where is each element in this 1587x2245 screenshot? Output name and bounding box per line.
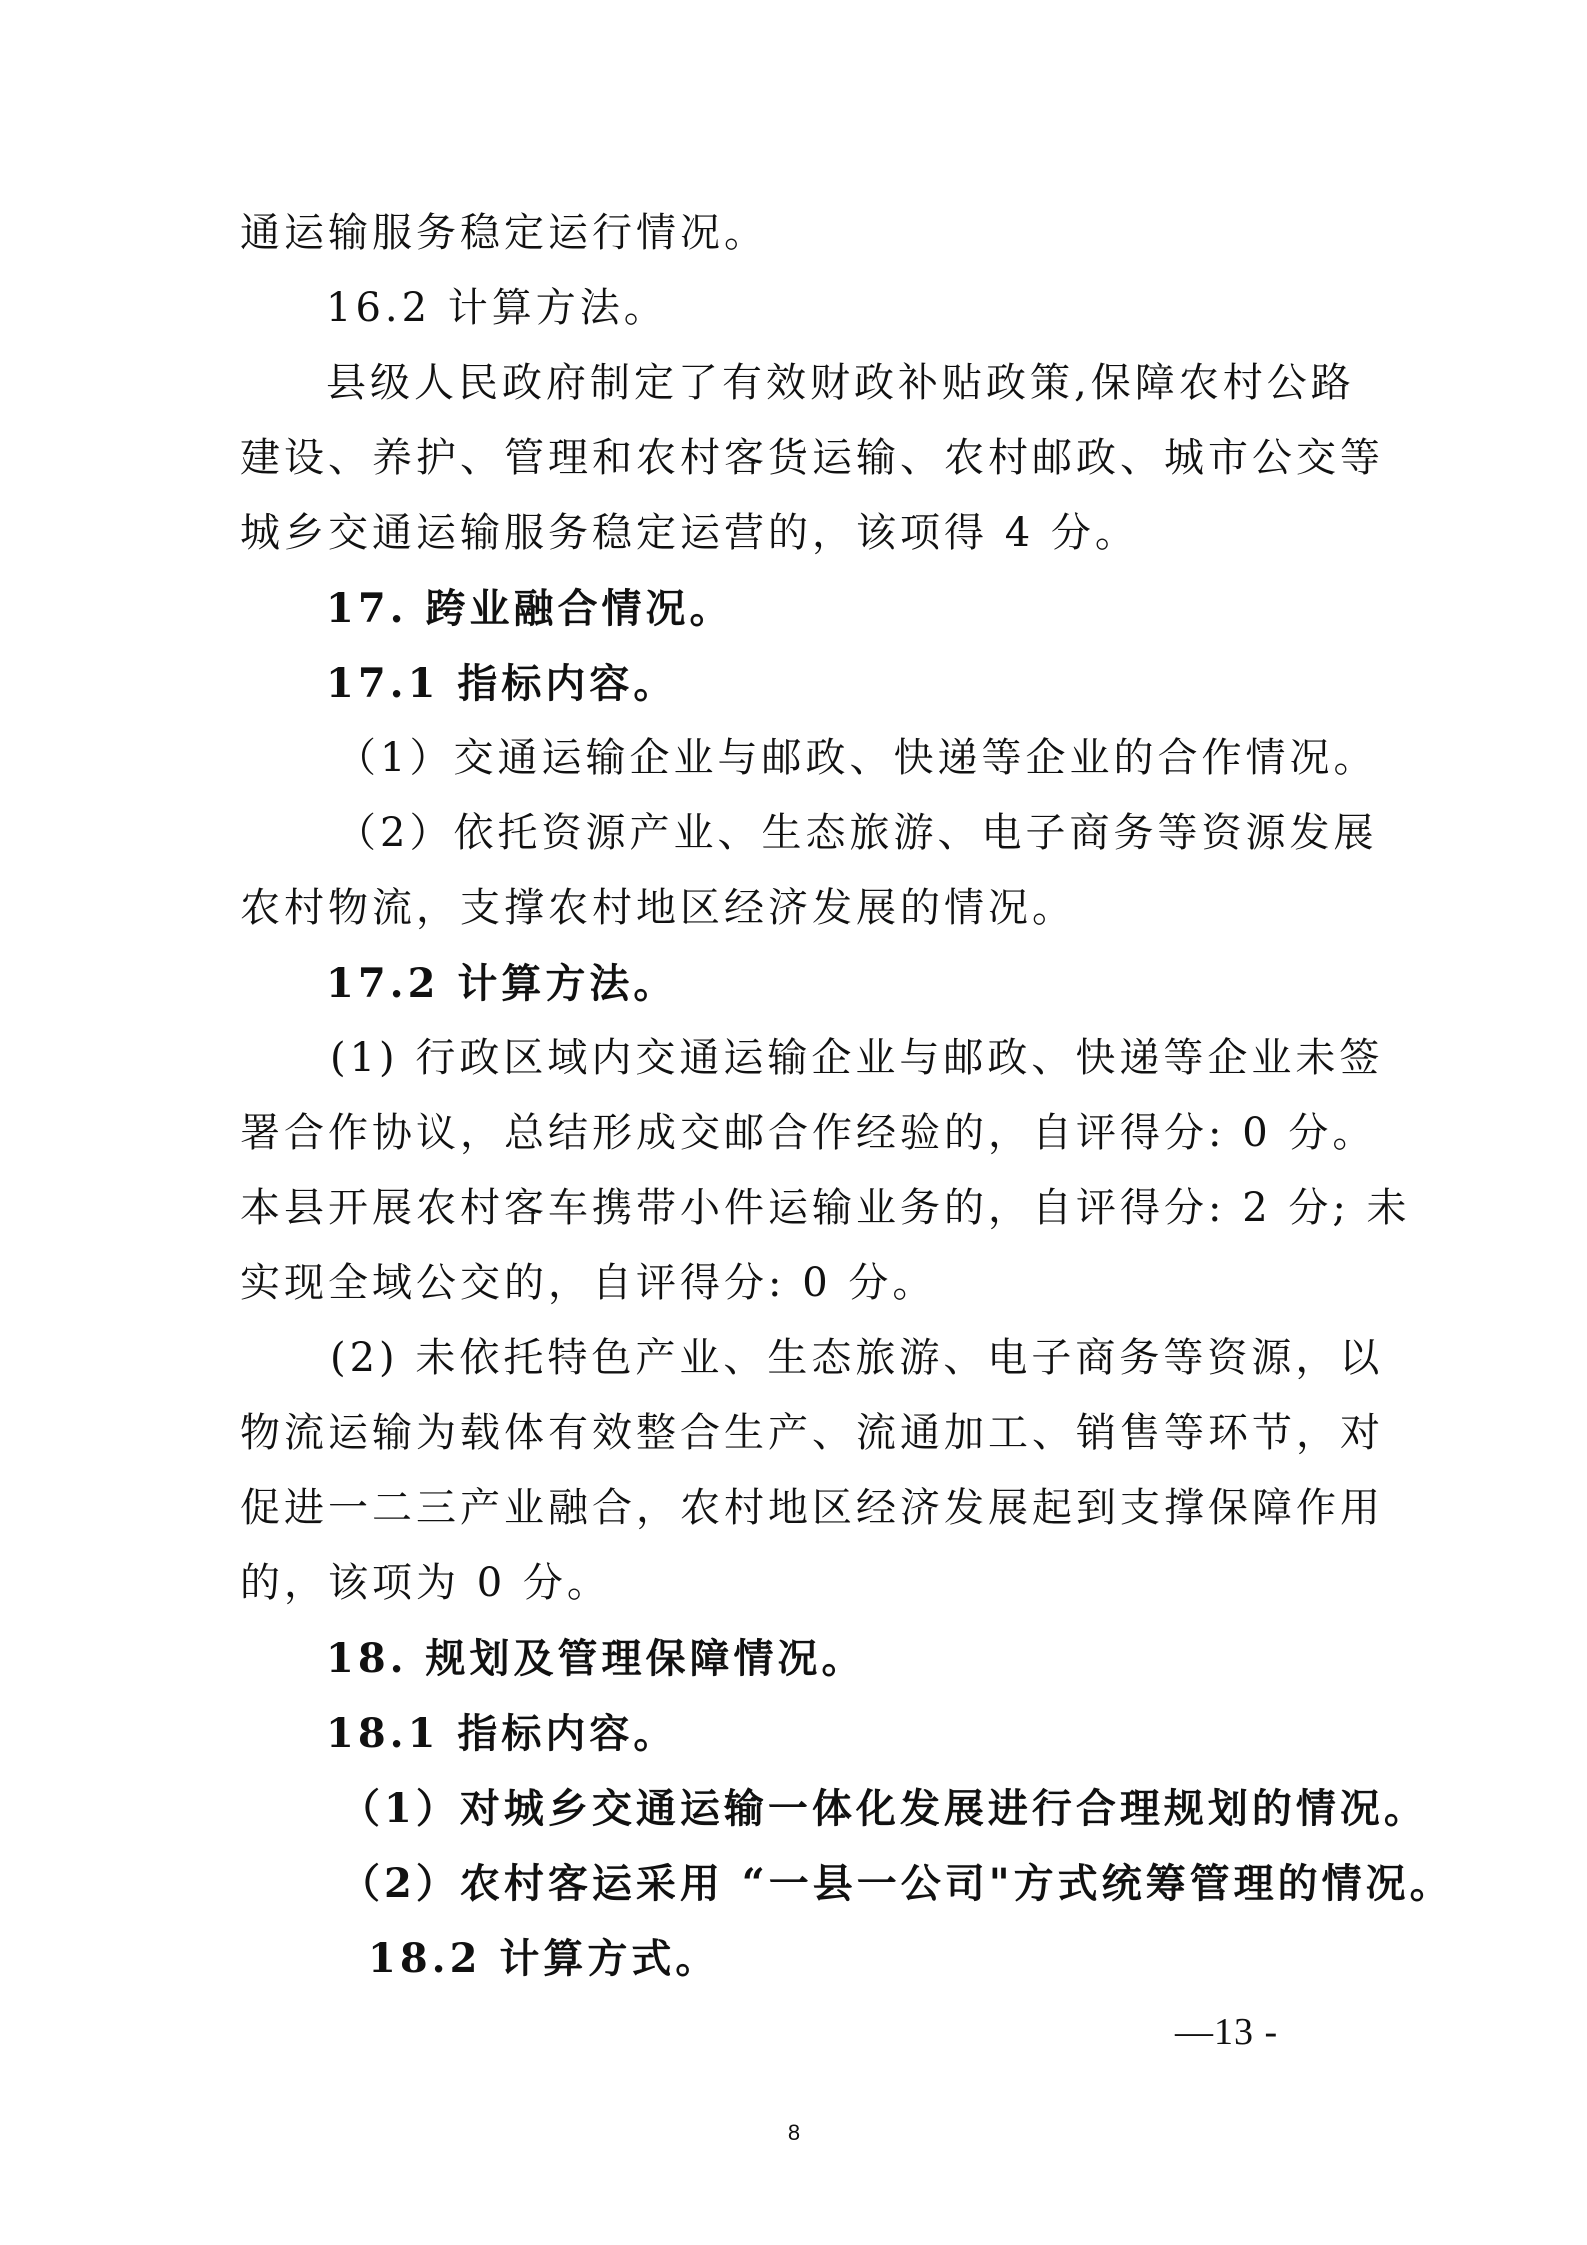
section-heading: 17.2 计算方法。 [326,960,678,1007]
paragraph-line: 促进一二三产业融合，农村地区经济发展起到支撑保障作用 [240,1485,1384,1531]
paragraph-line: 通运输服务稳定运行情况。 [240,210,768,256]
paragraph-line: 实现全域公交的，自评得分: 0 分。 [240,1260,937,1306]
paragraph-line: 农村物流，支撑农村地区经济发展的情况。 [240,885,1076,931]
paragraph-line: 的，该项为 0 分。 [240,1560,611,1606]
paragraph-line: 城乡交通运输服务稳定运营的，该项得 4 分。 [240,510,1139,556]
section-heading: 18.2 计算方式。 [368,1935,720,1982]
paragraph-line: 署合作协议，总结形成交邮合作经验的，自评得分: 0 分。 [240,1110,1377,1156]
list-item: (2) 未依托特色产业、生态旅游、电子商务等资源，以 [330,1335,1384,1381]
section-heading: 18.1 指标内容。 [326,1710,678,1757]
paragraph-line: 县级人民政府制定了有效财政补贴政策,保障农村公路 [326,360,1355,406]
section-heading: 17. 跨业融合情况。 [326,585,734,632]
section-heading: 16.2 计算方法。 [326,285,668,331]
section-heading: 17.1 指标内容。 [326,660,678,707]
section-heading: 18. 规划及管理保障情况。 [326,1635,866,1682]
paragraph-line: 建设、养护、管理和农村客货运输、农村邮政、城市公交等 [240,435,1384,481]
list-item: （1）交通运输企业与邮政、快递等企业的合作情况。 [336,735,1378,781]
document-body [240,196,1454,1996]
paragraph-line: 物流运输为载体有效整合生产、流通加工、销售等环节，对 [240,1410,1384,1456]
list-item: (1) 行政区域内交通运输企业与邮政、快递等企业未签 [330,1035,1384,1081]
bottom-page-number: 8 [787,2120,801,2145]
list-item: （2）农村客运采用 “一县一公司"方式统筹管理的情况。 [340,1860,1454,1907]
list-item: （2）依托资源产业、生态旅游、电子商务等资源发展 [336,810,1378,856]
footer-page-number: —13 - [1175,2011,1279,2053]
list-item: （1）对城乡交通运输一体化发展进行合理规划的情况。 [340,1785,1428,1832]
paragraph-line: 本县开展农村客车携带小件运输业务的，自评得分: 2 分; 未 [240,1185,1411,1231]
